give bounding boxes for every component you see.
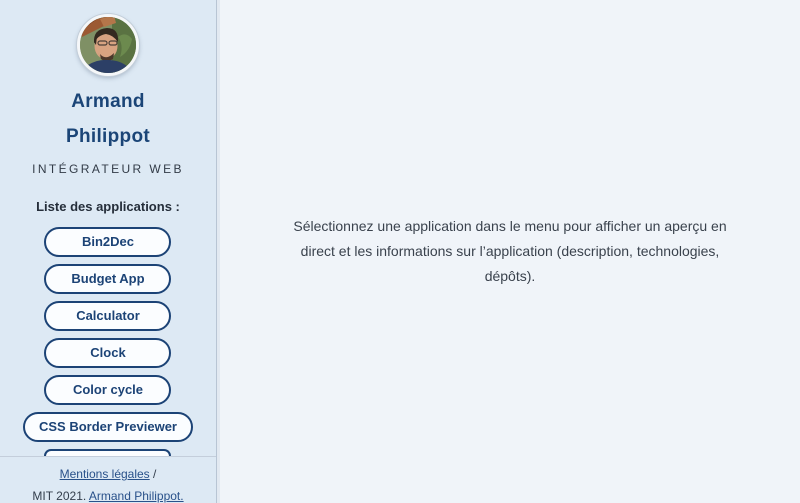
profile-name	[66, 84, 150, 154]
apps-nav	[23, 227, 193, 456]
legal-notice-link[interactable]: Mentions légales	[59, 467, 150, 481]
app-button-partially-hidden[interactable]	[44, 449, 171, 456]
author-link[interactable]: Armand Philippot.	[88, 489, 184, 503]
footer-separator: /	[153, 467, 157, 481]
app-button-css-border-previewer[interactable]: CSS Border Previewer	[23, 412, 193, 442]
profile-name-first: Armand	[71, 91, 145, 112]
footer-legal-line	[6, 466, 210, 482]
license-text: MIT 2021.	[32, 489, 87, 503]
app-button-color-cycle[interactable]: Color cycle	[44, 375, 171, 405]
app-button-bin2dec[interactable]: Bin2Dec	[44, 227, 171, 257]
app-button-clock[interactable]: Clock	[44, 338, 171, 368]
profile-name-last: Philippot	[66, 126, 150, 147]
sidebar	[0, 0, 216, 503]
placeholder-message: Sélectionnez une application dans le menu pour afficher un aperçu en direct et les informations sur l’application (description, technologies, dépôts).	[293, 218, 727, 284]
footer-license-line	[6, 488, 210, 503]
apps-list-label: Liste des applications :	[36, 199, 180, 214]
avatar-illustration	[80, 17, 136, 73]
main-content	[220, 0, 800, 503]
sidebar-footer	[0, 456, 216, 503]
profile-job-title: INTÉGRATEUR WEB	[32, 162, 184, 176]
app-button-budget-app[interactable]: Budget App	[44, 264, 171, 294]
avatar-photo	[77, 14, 139, 76]
app-button-calculator[interactable]: Calculator	[44, 301, 171, 331]
